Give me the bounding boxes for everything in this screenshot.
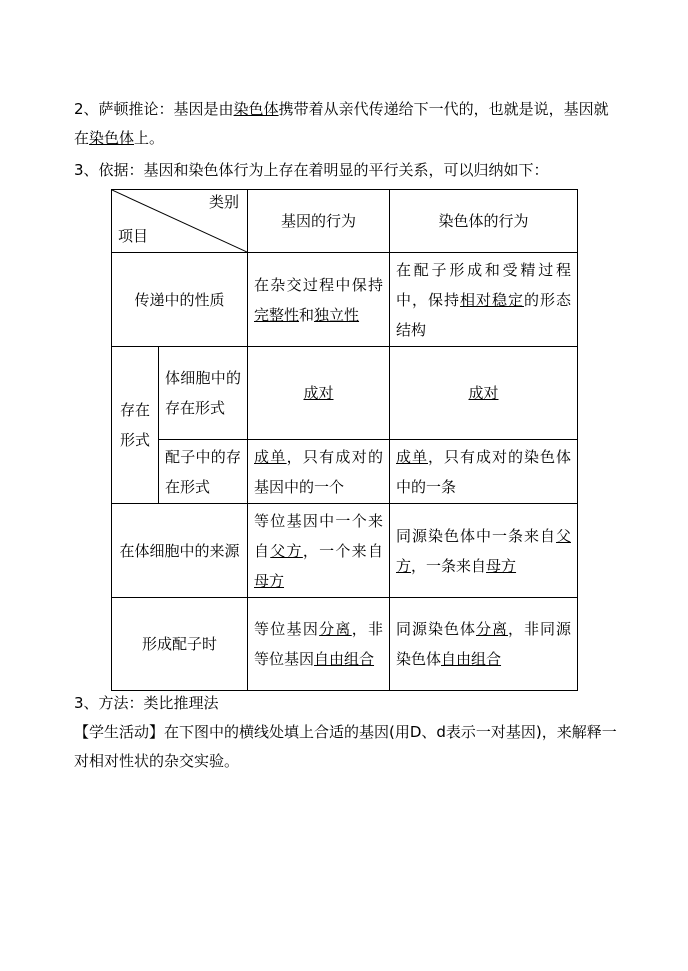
header-chromosome-behavior: 染色体的行为 [390, 190, 578, 253]
cell-gene [248, 504, 390, 598]
paragraph-evidence: 3、依据：基因和染色体行为上存在着明显的平行关系，可以归纳如下： [74, 161, 549, 179]
text: ，非等位基因 [254, 620, 383, 668]
paragraph-sutton-hypothesis [74, 95, 622, 153]
cell-chromosome [390, 347, 578, 440]
text: 等位基因中一个来自 [254, 511, 383, 560]
underlined-answer: 染色体 [233, 100, 279, 118]
text: 携带着从亲代传递给下一代的，也就是说，基因就在 [74, 100, 609, 147]
table-row [112, 440, 578, 504]
cell-gene [248, 598, 390, 691]
gene-chromosome-table [111, 189, 578, 691]
table-row [112, 347, 578, 440]
header-item-label: 项目 [118, 227, 149, 245]
underlined-answer: 成单 [396, 447, 428, 466]
underlined-answer: 父方 [270, 541, 303, 560]
text: ，只有成对的染色体中的一条 [396, 447, 571, 496]
table-row [112, 504, 578, 598]
header-gene-behavior: 基因的行为 [248, 190, 390, 253]
underlined-answer: 母方 [486, 556, 517, 575]
underlined-answer: 自由组合 [441, 650, 502, 668]
underlined-answer: 自由组合 [314, 650, 375, 668]
text: 在配子形成和受精过程中，保持 [396, 260, 571, 309]
text: 2、萨顿推论：基因是由 [74, 100, 234, 118]
underlined-answer: 母方 [254, 571, 285, 590]
row-label-transmission: 传递中的性质 [112, 253, 248, 347]
row-label-somatic-form: 体细胞中的存在形式 [159, 347, 248, 440]
table-row [112, 598, 578, 691]
text: 等位基因 [254, 620, 320, 638]
underlined-answer: 分离 [319, 620, 352, 638]
underlined-answer: 父方 [396, 526, 571, 575]
text: ，只有成对的基因中的一个 [254, 447, 383, 496]
text: 上。 [134, 129, 165, 147]
row-label-origin: 在体细胞中的来源 [112, 504, 248, 598]
cell-chromosome [390, 504, 578, 598]
row-label-gamete-formation: 形成配子时 [112, 598, 248, 691]
text: ，一条来自 [411, 556, 487, 575]
underlined-answer: 独立性 [314, 305, 360, 324]
table-header-row [112, 190, 578, 253]
paragraph-student-activity: 【学生活动】在下图中的横线处填上合适的基因(用D、d表示一对基因)，来解释一对相对性状的杂交实验。 [74, 723, 617, 770]
cell-chromosome [390, 440, 578, 504]
text: 在杂交过程中保持 [254, 275, 383, 294]
underlined-answer: 染色体 [89, 129, 135, 147]
cell-gene [248, 440, 390, 504]
underlined-answer: 完整性 [254, 305, 300, 324]
cell-gene [248, 253, 390, 347]
text: 同源染色体 [396, 620, 476, 638]
header-category-label: 类别 [208, 193, 239, 211]
text: 同源染色体中一条来自 [396, 526, 556, 545]
text: ，非同源染色体 [396, 620, 571, 668]
text: 的形态结构 [396, 290, 571, 339]
cell-gene [248, 347, 390, 440]
paragraph-method: 3、方法：类比推理法 [74, 694, 219, 712]
diagonal-header-cell [112, 190, 248, 253]
underlined-answer: 成单 [254, 447, 287, 466]
row-label-existence-form: 存在形式 [112, 347, 159, 504]
table-row [112, 253, 578, 347]
row-label-gamete-form: 配子中的存在形式 [159, 440, 248, 504]
text: ，一个来自 [302, 541, 383, 560]
cell-chromosome [390, 598, 578, 691]
cell-chromosome [390, 253, 578, 347]
underlined-answer: 相对稳定 [459, 290, 524, 309]
text: 和 [299, 305, 315, 324]
underlined-answer: 分离 [475, 620, 508, 638]
underlined-answer: 成对 [468, 384, 499, 402]
underlined-answer: 成对 [303, 384, 334, 402]
